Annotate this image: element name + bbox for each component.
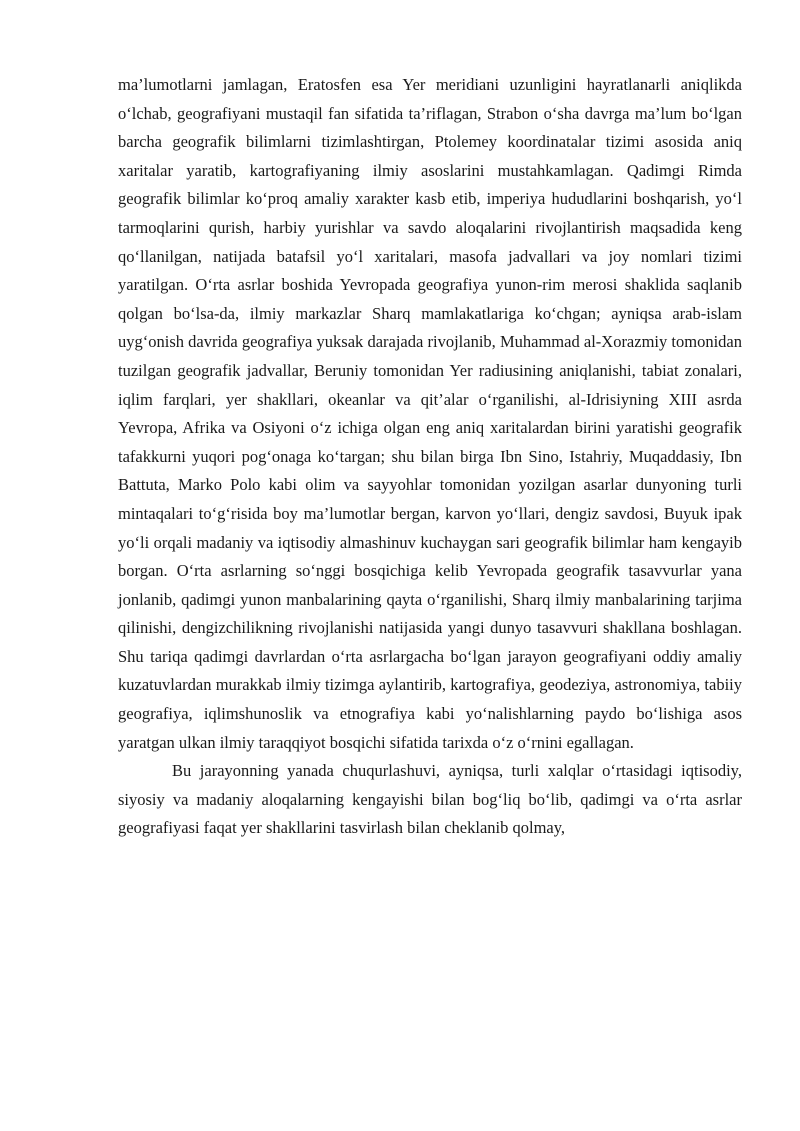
body-text bbox=[118, 71, 742, 843]
paragraph-new: Bu jarayonning yanada chuqurlashuvi, ayniqsa, turli xalqlar o‘rtasidagi iqtisodiy, siyosiy va madaniy aloqalarning kengayishi bilan bog‘liq bo‘lib, qadimgi va o‘rta asrlar geografiyasi faqat yer shakllarini tasvirlash bilan cheklanib qolmay, bbox=[118, 761, 742, 838]
paragraph-continued: ma’lumotlarni jamlagan, Eratosfen esa Yer meridiani uzunligini hayratlanarli aniqlikda o‘lchab, geografiyani mustaqil fan sifatida ta’riflagan, Strabon o‘sha davrga ma’lum bo‘lgan barcha geografik bilimlarni tizimlashtirgan, Ptolemey koordinatalar tizimi asosida aniq xaritalar yaratib, kartografiyaning ilmiy asoslarini mustahkamlagan. Qadimgi Rimda geografik bilimlar ko‘proq amaliy xarakter kasb etib, imperiya hududlarini boshqarish, yo‘l tarmoqlarini qurish, harbiy yurishlar va savdo aloqalarini rivojlantirish maqsadida keng qo‘llanilgan, natijada batafsil yo‘l xaritalari, masofa jadvallari va joy nomlari tizimi yaratilgan. O‘rta asrlar boshida Yevropada geografiya yunon-rim merosi shaklida saqlanib qolgan bo‘lsa-da, ilmiy markazlar Sharq mamlakatlariga ko‘chgan; ayniqsa arab-islam uyg‘onish davrida geografiya yuksak darajada rivojlanib, Muhammad al-Xorazmiy tomonidan tuzilgan geografik jadvallar, Beruniy tomonidan Yer radiusining aniqlanishi, tabiat zonalari, iqlim farqlari, yer shakllari, okeanlar va qit’alar o‘rganilishi, al-Idrisiyning XIII asrda Yevropa, Afrika va Osiyoni o‘z ichiga olgan eng aniq xaritalardan birini yaratishi geografik tafakkurni yuqori pog‘onaga ko‘targan; shu bilan birga Ibn Sino, Istahriy, Muqaddasiy, Ibn Battuta, Marko Polo kabi olim va sayyohlar tomonidan yozilgan asarlar dunyoning turli mintaqalari to‘g‘risida boy ma’lumotlar bergan, karvon yo‘llari, dengiz savdosi, Buyuk ipak yo‘li orqali madaniy va iqtisodiy almashinuv kuchaygan sari geografik bilimlar ham kengayib borgan. O‘rta asrlarning so‘nggi bosqichiga kelib Yevropada geografik tasavvurlar yana jonlanib, qadimgi yunon manbalarining qayta o‘rganilishi, Sharq ilmiy manbalarining tarjima qilinishi, dengizchilikning rivojlanishi natijasida yangi dunyo tasavvuri shakllana boshlagan. Shu tariqa qadimgi davrlardan o‘rta asrlargacha bo‘lgan jarayon geografiyani oddiy amaliy kuzatuvlardan murakkab ilmiy tizimga aylantirib, kartografiya, geodeziya, astronomiya, tabiiy geografiya, iqlimshunoslik va etnografiya kabi yo‘nalishlarning paydo bo‘lishiga asos yaratgan ulkan ilmiy taraqqiyot bosqichi sifatida tarixda o‘z o‘rnini egallagan. bbox=[118, 75, 742, 752]
